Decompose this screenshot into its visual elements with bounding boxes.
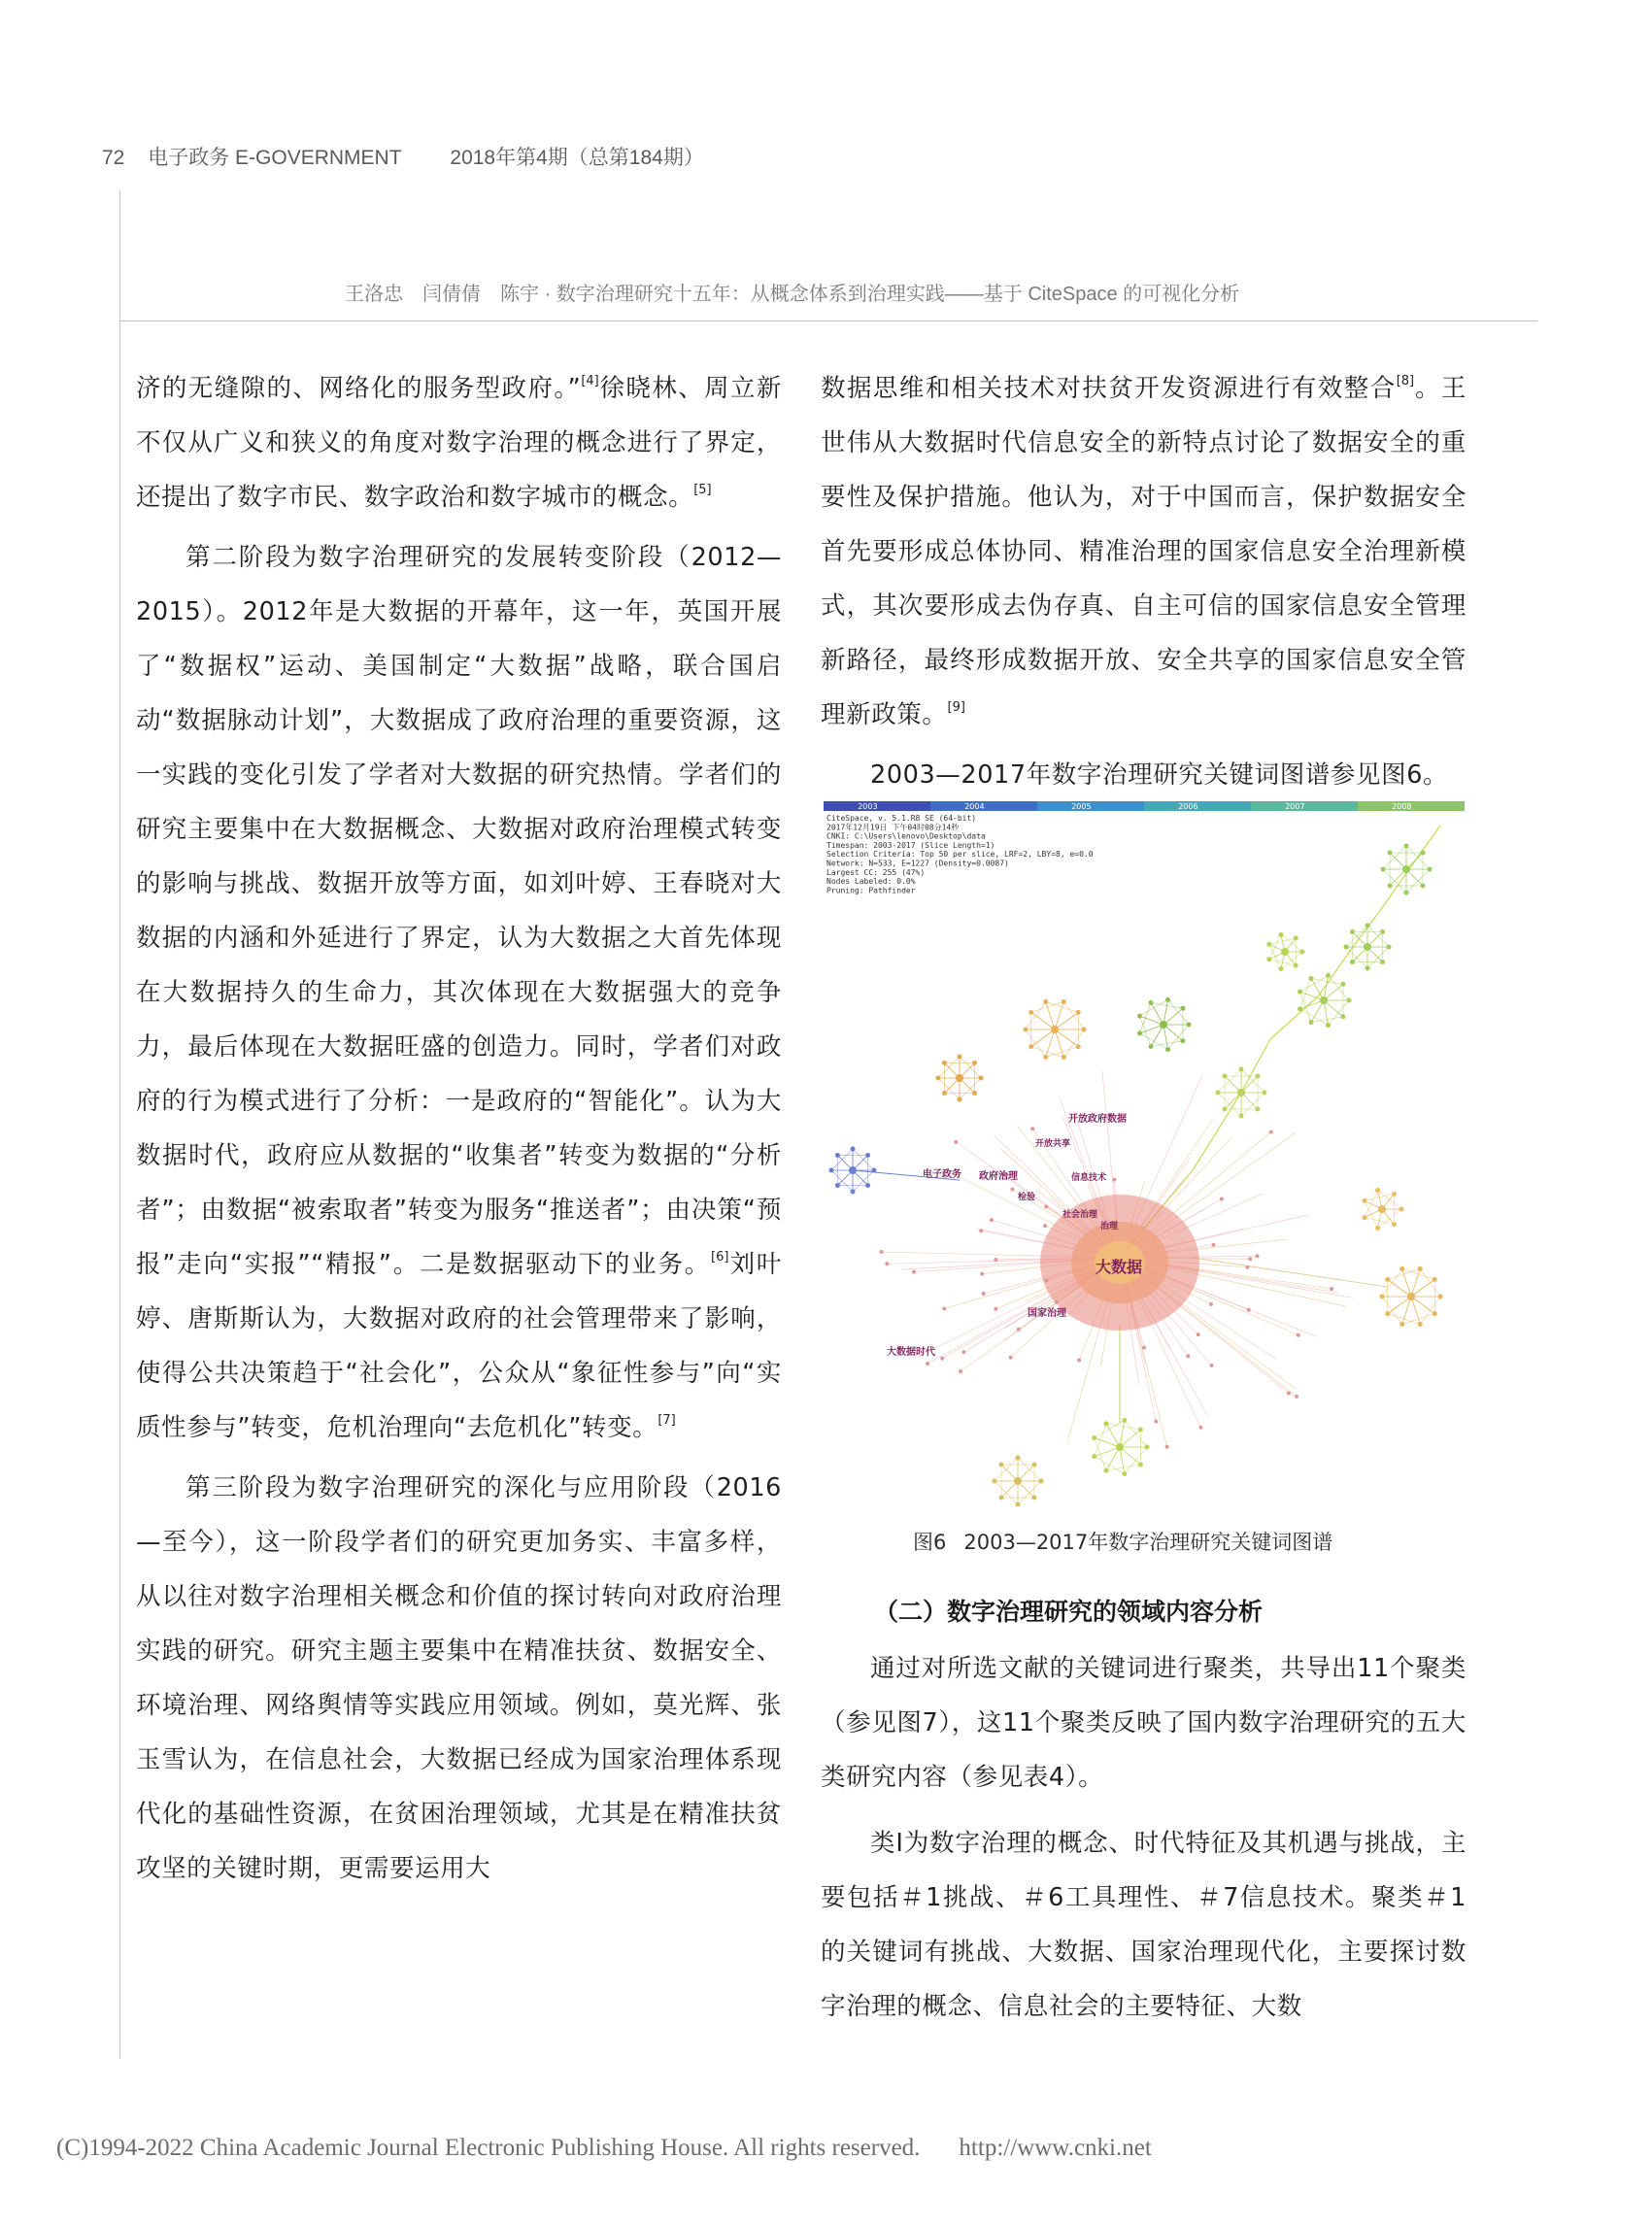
cluster-node bbox=[1062, 1055, 1066, 1060]
cluster-node bbox=[1237, 1089, 1245, 1096]
cluster-node bbox=[1165, 1047, 1170, 1052]
citation-ref: [7] bbox=[657, 1413, 676, 1428]
cluster-node bbox=[1380, 960, 1385, 964]
keyword-node bbox=[1209, 1302, 1213, 1306]
cluster-node bbox=[1043, 999, 1048, 1004]
cluster-node bbox=[993, 1479, 997, 1484]
cluster-node bbox=[1420, 851, 1425, 856]
cluster-node bbox=[1340, 982, 1345, 987]
timeline-bar bbox=[824, 801, 1465, 811]
keyword-node bbox=[980, 1272, 984, 1276]
cluster-node bbox=[1362, 1198, 1366, 1203]
keyword-node bbox=[1297, 1333, 1300, 1337]
cluster-node bbox=[1138, 1428, 1143, 1433]
cluster-node bbox=[851, 1147, 856, 1152]
cluster-node bbox=[1309, 1020, 1314, 1025]
cluster-node bbox=[1116, 1443, 1124, 1451]
label-info-tech: 信息技术 bbox=[1071, 1173, 1107, 1183]
cluster-node bbox=[1014, 1477, 1022, 1485]
branch-edge bbox=[1382, 860, 1416, 908]
cluster-node bbox=[1378, 1205, 1386, 1213]
timeline-year: 2003 bbox=[858, 802, 878, 811]
cluster-node bbox=[849, 1166, 857, 1174]
keyword-node bbox=[1011, 1188, 1015, 1192]
cluster-node bbox=[1122, 1418, 1127, 1423]
branch-edge bbox=[1319, 947, 1353, 995]
branch-edge bbox=[1270, 995, 1319, 1039]
cluster-node bbox=[1024, 1028, 1028, 1032]
label-detection: 检验 bbox=[1018, 1193, 1036, 1202]
cluster-node bbox=[1326, 973, 1331, 978]
cluster-node bbox=[942, 1061, 947, 1065]
keyword-node bbox=[1017, 1328, 1021, 1332]
keyword-node bbox=[926, 1362, 929, 1366]
cluster-node bbox=[1122, 1471, 1127, 1476]
cluster-node bbox=[1375, 1188, 1380, 1193]
cluster-node bbox=[1076, 1010, 1081, 1015]
cluster-edge bbox=[1120, 1420, 1125, 1447]
page-header bbox=[102, 142, 722, 175]
keyword-node bbox=[1269, 1130, 1273, 1134]
cluster-node bbox=[1407, 1293, 1415, 1300]
label-big-data-era: 大数据时代 bbox=[887, 1347, 935, 1358]
keyword-node bbox=[1210, 1364, 1214, 1367]
cluster-node bbox=[1076, 1044, 1081, 1049]
cluster-edge bbox=[1388, 1297, 1411, 1314]
paragraph: 第二阶段为数字治理研究的发展转变阶段（2012—2015）。2012年是大数据的开幕年，这一年，英国开展了“数据权”运动、美国制定“大数据”战略，联合国启动“数据脉动计划”，大数据成了政府治理的重要资源，这一实践的变化引发了学者对大数据的研究热情。学者们的研究主要集中在大数据概念、大数据对政府治理模式转变的影响与挑战、数据开放等方面，如刘叶婷、王春晓对大数据的内涵和外延进行了界定，认为大数据之大首先体现在大数据持久的生命力，其次体现在大数据强大的竞争力，最后体现在大数据旺盛的创造力。同时，学者们对政府的行为模式进行了分析：一是政府的“智能化”。认为大数据时代，政府应从数据的“收集者”转变为数据的“分析者”；由数据“被索取者”转变为服务“推送者”；由决策“预报”走向“实报”“精报”。二是数据驱动下的业务。[6]刘叶婷、唐斯斯认为，大数据对政府的社会管理带来了影响，使得公共决策趋于“社会化”，公众从“象征性参与”向“实质性参与”转变，危机治理向“去危机化”转变。[7] bbox=[136, 543, 782, 1442]
cluster-node bbox=[1388, 851, 1393, 856]
cluster-node bbox=[1263, 1091, 1267, 1096]
cluster-node bbox=[1160, 1021, 1167, 1029]
keyword-node bbox=[1077, 1359, 1081, 1363]
keyword-node bbox=[1165, 1445, 1169, 1449]
paragraph: 通过对所选文献的关键词进行聚类，共导出11个聚类（参见图7），这11个聚类反映了国内数字治理研究的五大类研究内容（参见表4）。 bbox=[821, 1654, 1467, 1792]
cluster-node bbox=[1365, 966, 1370, 971]
info-line: CNKI: C:\Users\lenovo\Desktop\data bbox=[826, 831, 986, 841]
figure-caption bbox=[913, 1527, 1437, 1556]
info-line: Largest CC: 255 (47%) bbox=[826, 867, 926, 877]
cluster-node bbox=[1399, 1322, 1404, 1327]
figure-number: 图6 bbox=[913, 1531, 947, 1554]
cluster-node bbox=[1223, 1106, 1228, 1111]
page-number: 72 bbox=[102, 147, 125, 169]
cluster-node bbox=[829, 1168, 834, 1173]
cluster-node bbox=[1104, 1421, 1109, 1426]
edges bbox=[831, 826, 1440, 1504]
timeline-year: 2004 bbox=[964, 802, 985, 811]
cluster-node bbox=[972, 1091, 977, 1096]
cluster-node bbox=[1433, 1311, 1437, 1316]
keyword-node bbox=[1220, 1197, 1224, 1201]
cluster-edge bbox=[1031, 1029, 1055, 1047]
cluster-node bbox=[1051, 1026, 1059, 1033]
keyword-node bbox=[1186, 1354, 1190, 1358]
cluster-edge bbox=[1120, 1430, 1140, 1447]
label-governance: 治理 bbox=[1100, 1222, 1119, 1231]
cluster-node bbox=[1418, 1266, 1423, 1271]
cluster-node bbox=[1404, 844, 1409, 849]
cluster-node bbox=[958, 1097, 962, 1102]
cluster-node bbox=[942, 1091, 947, 1096]
keyword-node bbox=[1256, 1254, 1260, 1258]
cluster-node bbox=[1239, 1067, 1244, 1072]
cluster-node bbox=[956, 1074, 963, 1082]
figure-title: 2003—2017年数字治理研究关键词图谱 bbox=[963, 1531, 1333, 1554]
citation-ref: [9] bbox=[947, 700, 965, 715]
cluster-node bbox=[999, 1495, 1004, 1500]
cluster-node bbox=[1266, 957, 1271, 961]
cluster-node bbox=[1375, 1226, 1380, 1231]
cluster-node bbox=[1092, 1435, 1096, 1440]
keyword-node bbox=[942, 1306, 946, 1310]
citation-ref: [4] bbox=[581, 374, 599, 388]
keyword-node bbox=[962, 1350, 966, 1354]
cluster-node bbox=[1137, 1014, 1142, 1019]
cluster-node bbox=[1016, 1502, 1021, 1507]
timeline-year: 2008 bbox=[1392, 802, 1412, 811]
cluster-node bbox=[1347, 998, 1352, 1003]
keyword-node bbox=[1045, 1279, 1049, 1283]
info-line: Selection Criteria: Top 50 per slice, LRF=2, LBY=8, e=0.0 bbox=[826, 850, 1094, 860]
keyword-node bbox=[994, 1307, 997, 1311]
cluster-node bbox=[1380, 1295, 1385, 1299]
paragraph: 类I为数字治理的概念、时代特征及其机遇与挑战，主要包括＃1挑战、＃6工具理性、＃7信息技术。聚类＃1的关键词有挑战、大数据、国家治理现代化，主要探讨数字治理的概念、信息社会的主要特征、大数 bbox=[821, 1829, 1467, 2021]
info-line: Timespan: 2003-2017 (Slice Length=1) bbox=[826, 840, 995, 850]
cluster-node bbox=[835, 1153, 840, 1158]
cluster-node bbox=[1028, 1010, 1033, 1015]
cluster-node bbox=[1344, 945, 1349, 950]
header-divider bbox=[119, 320, 1537, 321]
cluster-node bbox=[1165, 997, 1170, 1002]
keyword-node bbox=[1287, 1391, 1291, 1395]
cluster-node bbox=[1255, 1106, 1260, 1111]
keyword-node bbox=[1044, 1205, 1048, 1209]
keyword-node bbox=[1030, 1127, 1034, 1130]
cluster-node bbox=[1298, 990, 1302, 995]
issue-info: 2018年第4期（总第184期） bbox=[450, 147, 704, 169]
nodes bbox=[829, 844, 1443, 1507]
cluster-node bbox=[1016, 1456, 1021, 1461]
keyword-node bbox=[1142, 1346, 1146, 1350]
cluster-node bbox=[865, 1153, 870, 1158]
cluster-node bbox=[1388, 883, 1393, 888]
cluster-edge bbox=[1120, 1447, 1140, 1465]
network-graph bbox=[824, 801, 1465, 1525]
margin-rule bbox=[119, 190, 120, 2059]
cluster-node bbox=[1187, 1023, 1192, 1028]
branch-edge bbox=[1241, 1039, 1270, 1093]
cluster-node bbox=[1223, 1074, 1228, 1079]
label-open-sharing: 开放共享 bbox=[1035, 1139, 1071, 1149]
cluster-node bbox=[835, 1183, 840, 1188]
label-gov-governance: 政府治理 bbox=[979, 1171, 1018, 1182]
keyword-node bbox=[912, 1270, 916, 1274]
keyword-node bbox=[885, 1262, 889, 1265]
cluster-edge bbox=[1388, 1279, 1411, 1297]
cluster-node bbox=[972, 1061, 977, 1065]
cluster-node bbox=[1031, 1495, 1036, 1500]
section-body bbox=[821, 1641, 1467, 2034]
cluster-node bbox=[1281, 948, 1289, 956]
cluster-node bbox=[936, 1076, 941, 1081]
cluster-node bbox=[1350, 929, 1355, 934]
label-big-data: 大数据 bbox=[1096, 1258, 1143, 1276]
cluster-node bbox=[1404, 891, 1409, 895]
copyright-footer bbox=[56, 2135, 1152, 2162]
cluster-node bbox=[1326, 1023, 1331, 1028]
paragraph: 2003—2017年数字治理研究关键词图谱参见图6。 bbox=[870, 760, 1449, 790]
cluster-node bbox=[1278, 932, 1283, 937]
footer-url: http://www.cnki.net bbox=[959, 2135, 1152, 2161]
cluster-node bbox=[1392, 1222, 1397, 1227]
cluster-node bbox=[1298, 1006, 1302, 1011]
citation-ref: [5] bbox=[693, 483, 712, 497]
cluster-node bbox=[1137, 1030, 1142, 1035]
info-line: Pruning: Pathfinder bbox=[826, 886, 916, 895]
keyword-node bbox=[1295, 1395, 1298, 1399]
keyword-node bbox=[954, 1140, 958, 1144]
info-line: CiteSpace, v. 5.1.R8 SE (64-bit) bbox=[826, 814, 977, 823]
cluster-node bbox=[1145, 1445, 1150, 1450]
cluster-node bbox=[865, 1183, 870, 1188]
info-line: Network: N=533, E=1227 (Density=0.0087) bbox=[826, 859, 1009, 868]
cluster-node bbox=[872, 1168, 877, 1173]
cluster-node bbox=[999, 1463, 1004, 1467]
cluster-node bbox=[1387, 945, 1392, 950]
cluster-node bbox=[1399, 1266, 1404, 1271]
cluster-node bbox=[1433, 1277, 1437, 1282]
keyword-node bbox=[1248, 1257, 1252, 1261]
cluster-node bbox=[1385, 1277, 1390, 1282]
keyword-node bbox=[1009, 1356, 1013, 1360]
info-line: 2017年12月19日 下午04时08分14秒 bbox=[826, 823, 960, 832]
label-social-governance: 社会治理 bbox=[1062, 1210, 1098, 1220]
cluster-node bbox=[1104, 1468, 1109, 1473]
section-heading: （二）数字治理研究的领域内容分析 bbox=[874, 1598, 1264, 1626]
cluster-node bbox=[1428, 867, 1433, 872]
paragraph: 第三阶段为数字治理研究的深化与应用阶段（2016—至今），这一阶段学者们的研究更加务实、丰富多样，从以往对数字治理相关概念和价值的探讨转向对政府治理实践的研究。研究主题主要集中在精准扶贫、数据安全、环境治理、网络舆情等实践应用领域。例如，莫光辉、张玉雪认为，在信息社会，大数据已经成为国家治理体系现代化的基础性资源，在贫困治理领域，尤其是在精准扶贫攻坚的关键时期，更需要运用大 bbox=[136, 1473, 782, 1883]
keyword-node bbox=[1043, 1224, 1047, 1228]
cluster-node bbox=[1364, 943, 1371, 951]
cluster-edge bbox=[1055, 1029, 1078, 1047]
keyword-node bbox=[990, 1218, 994, 1222]
keyword-node bbox=[1330, 1287, 1333, 1291]
cluster-node bbox=[1380, 929, 1385, 934]
cluster-node bbox=[1180, 1006, 1185, 1011]
cluster-node bbox=[1340, 1014, 1345, 1019]
copyright-text: (C)1994-2022 China Academic Journal Electronic Publishing House. All rights reserved. bbox=[56, 2135, 921, 2161]
branch-edge bbox=[1416, 826, 1440, 860]
keyword-node bbox=[1112, 1178, 1116, 1182]
keyword-node bbox=[1211, 1243, 1215, 1247]
label-open-data: 开放政府数据 bbox=[1068, 1114, 1127, 1125]
paragraph: 济的无缝隙的、网络化的服务型政府。”[4]徐晓林、周立新不仅从广义和狭义的角度对数字治理的概念进行了界定，还提出了数字市民、数字政治和数字城市的概念。[5] bbox=[136, 374, 783, 512]
timeline-year: 2007 bbox=[1285, 802, 1305, 811]
cluster-node bbox=[1385, 1311, 1390, 1316]
cluster-node bbox=[1362, 1215, 1366, 1220]
journal-name: 电子政务 E-GOVERNMENT bbox=[148, 147, 402, 169]
cluster-node bbox=[1266, 942, 1271, 947]
label-e-government: 电子政务 bbox=[923, 1169, 961, 1180]
cluster-node bbox=[1138, 1462, 1143, 1467]
keyword-node bbox=[1055, 1300, 1059, 1304]
cluster-node bbox=[1239, 1114, 1244, 1119]
cluster-node bbox=[1438, 1295, 1443, 1299]
timeline-year: 2006 bbox=[1178, 802, 1198, 811]
running-title: 王洛忠 闫倩倩 陈宇 · 数字治理研究十五年：从概念体系到治理实践——基于 CiteSpace 的可视化分析 bbox=[345, 284, 1240, 305]
keyword-node bbox=[982, 1292, 986, 1296]
cluster-node bbox=[851, 1190, 856, 1195]
cluster-node bbox=[1320, 996, 1328, 1004]
cluster-node bbox=[1255, 1074, 1260, 1079]
cluster-node bbox=[1399, 1207, 1404, 1212]
cluster-node bbox=[1420, 883, 1425, 888]
label-national-governance: 国家治理 bbox=[1028, 1308, 1066, 1319]
cluster-node bbox=[1043, 1055, 1048, 1060]
keyword-node bbox=[1245, 1265, 1249, 1269]
cluster-node bbox=[1278, 966, 1283, 971]
citation-ref: [8] bbox=[1396, 374, 1415, 388]
cluster-node bbox=[1294, 963, 1298, 968]
cluster-node bbox=[1418, 1322, 1423, 1327]
cluster-node bbox=[1180, 1038, 1185, 1043]
cluster-node bbox=[958, 1055, 962, 1060]
cluster-node bbox=[1294, 935, 1298, 940]
cluster-node bbox=[1149, 1044, 1154, 1049]
keyword-node bbox=[1154, 1420, 1158, 1424]
cluster-node bbox=[979, 1076, 984, 1081]
cluster-node bbox=[1028, 1044, 1033, 1049]
cluster-node bbox=[1082, 1028, 1087, 1032]
keyword-node bbox=[994, 1258, 997, 1262]
cluster-node bbox=[1350, 960, 1355, 964]
cluster-edge bbox=[1055, 1012, 1078, 1029]
keyword-node bbox=[1197, 1332, 1200, 1336]
cluster-node bbox=[1216, 1091, 1221, 1096]
keyword-node bbox=[940, 1357, 944, 1361]
cluster-node bbox=[1149, 1000, 1154, 1005]
cluster-node bbox=[1402, 865, 1410, 873]
cluster-edge bbox=[1411, 1279, 1434, 1297]
cluster-node bbox=[1365, 924, 1370, 928]
keyword-node bbox=[1247, 1308, 1251, 1312]
cluster-node bbox=[1062, 999, 1066, 1004]
info-panel bbox=[826, 814, 1094, 894]
cluster-node bbox=[1031, 1463, 1036, 1467]
branch-edge bbox=[1193, 1093, 1241, 1170]
cluster-edge bbox=[1031, 1012, 1055, 1029]
cluster-edge bbox=[1411, 1297, 1434, 1314]
keyword-network-figure bbox=[824, 801, 1465, 1525]
paragraph: 数据思维和相关技术对扶贫开发资源进行有效整合[8]。王世伟从大数据时代信息安全的新特点讨论了数据安全的重要性及保护措施。他认为，对于中国而言，保护数据安全首先要形成总体协同、精准治理的国家信息安全治理新模式，其次要形成去伪存真、自主可信的国家信息安全管理新路径，最终形成数据开放、安全共享的国家信息安全管理新政策。[9] bbox=[821, 374, 1467, 729]
citation-ref: [6] bbox=[711, 1250, 729, 1265]
timeline-year: 2005 bbox=[1071, 802, 1092, 811]
cluster-node bbox=[1309, 976, 1314, 981]
cluster-node bbox=[1392, 1192, 1397, 1197]
cluster-node bbox=[1300, 950, 1305, 955]
cluster-node bbox=[1381, 867, 1386, 872]
keyword-node bbox=[959, 1369, 962, 1373]
keyword-node bbox=[979, 1229, 983, 1232]
cluster-node bbox=[1092, 1454, 1096, 1459]
info-line: Nodes Labeled: 0.0% bbox=[826, 877, 916, 887]
cluster-node bbox=[1039, 1479, 1044, 1484]
left-column bbox=[136, 361, 782, 1896]
cluster-edge bbox=[1120, 1447, 1125, 1474]
right-column bbox=[821, 361, 1467, 802]
keyword-node bbox=[1198, 1426, 1202, 1430]
keyword-node bbox=[880, 1250, 884, 1254]
